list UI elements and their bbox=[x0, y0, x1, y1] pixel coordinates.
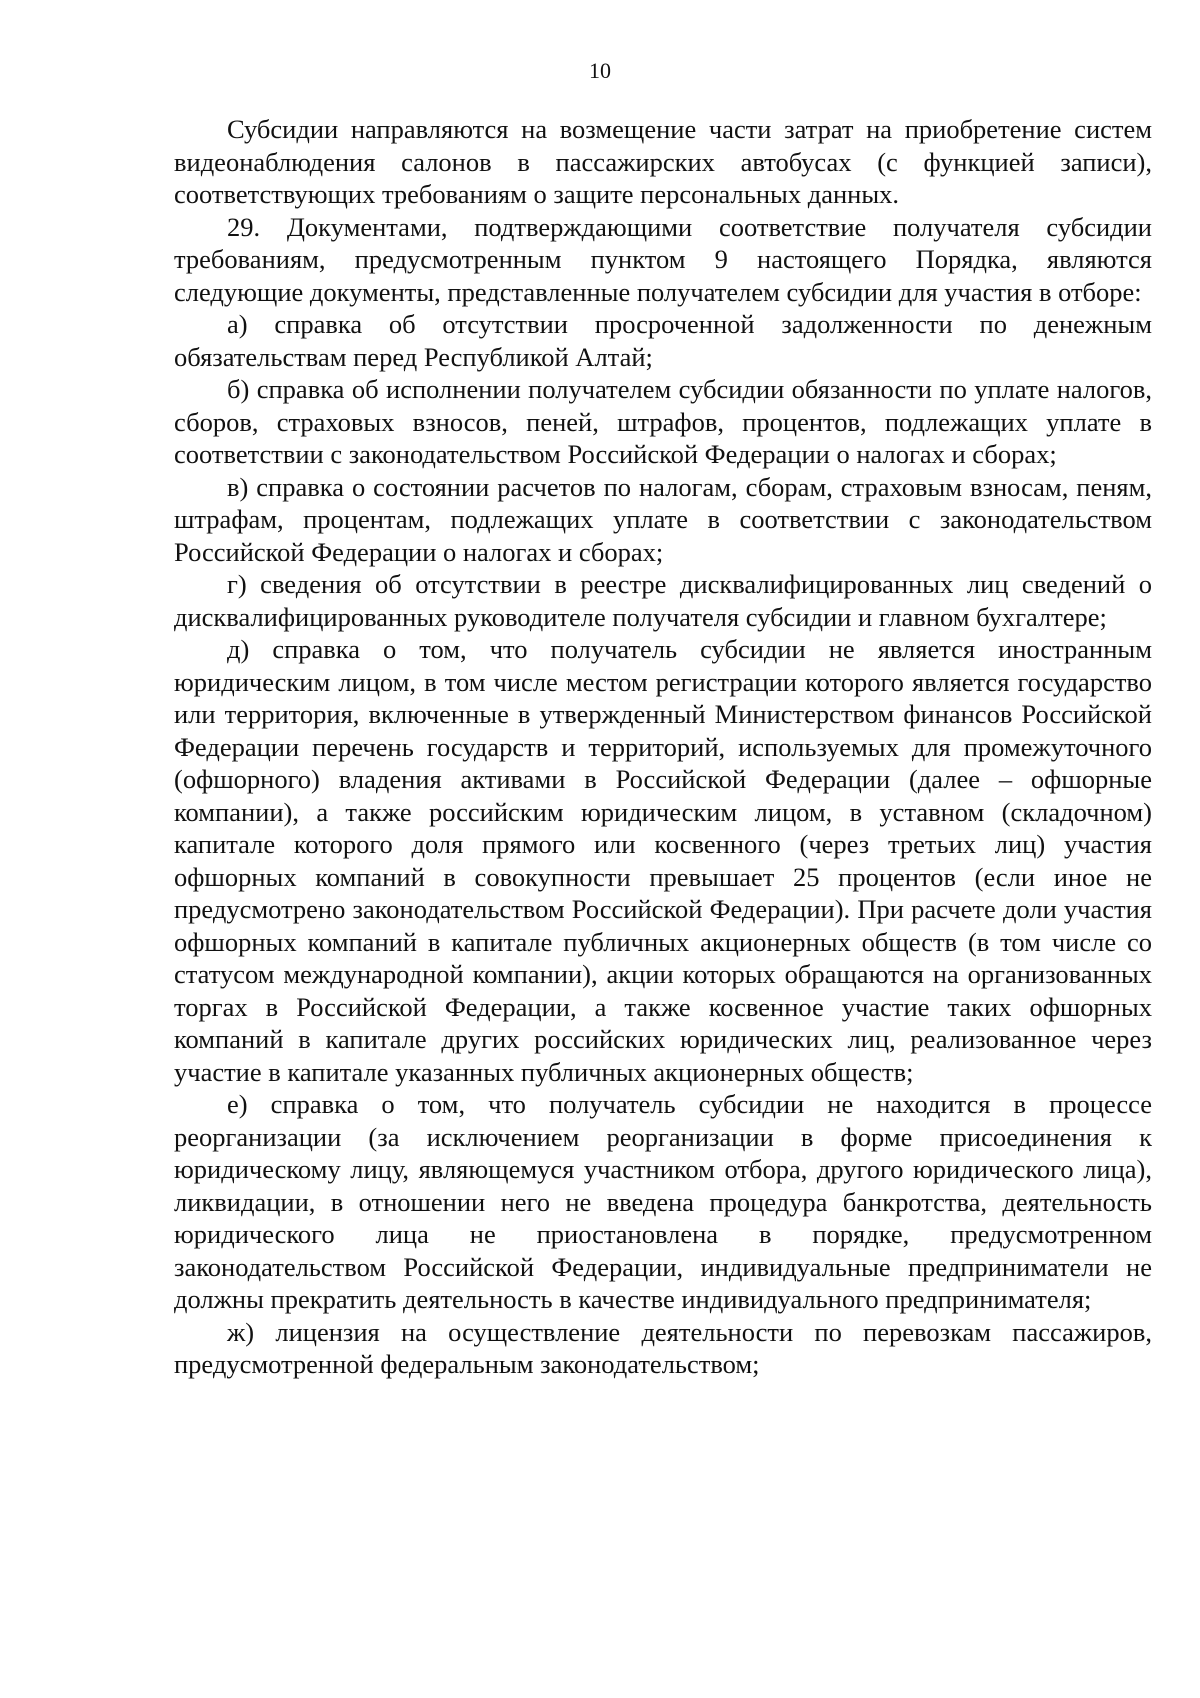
page-number: 10 bbox=[589, 58, 611, 83]
list-item-e: е) справка о том, что получатель субсидии не находится в процессе реорганизации (за исключением реорганизации в форме присоединения к юридическому лицу, являющемуся участником отбора, другого юридического лица), ликвидации, в отношении него не введена процедура банкротства, деятельность юридического лица не приостановлена в порядке, предусмотренном законодательством Российской Федерации, индивидуальные предприниматели не должны прекратить деятельность в качестве индивидуального предпринимателя; bbox=[174, 1089, 1152, 1314]
document-body bbox=[174, 113, 1152, 1381]
paragraph-subsidy-purpose: Субсидии направляются на возмещение части затрат на приобретение систем видеонаблюдения салонов в пассажирских автобусах (с функцией записи), соответствующих требованиям о защите персональных данных. bbox=[174, 114, 1152, 209]
list-item-g: г) сведения об отсутствии в реестре дисквалифицированных лиц сведений о дисквалифицированных руководителе получателя субсидии и главном бухгалтере; bbox=[174, 569, 1152, 632]
list-item-d: д) справка о том, что получатель субсидии не является иностранным юридическим лицом, в том числе местом регистрации которого является государство или территория, включенные в утвержденный Министерством финансов Российской Федерации перечень государств и территорий, используемых для промежуточного (офшорного) владения активами в Российской Федерации (далее – офшорные компании), а также российским юридическим лицом, в уставном (складочном) капитале которого доля прямого или косвенного (через третьих лиц) участия офшорных компаний в совокупности превышает 25 процентов (если иное не предусмотрено законодательством Российской Федерации). При расчете доли участия офшорных компаний в капитале публичных акционерных обществ (в том числе со статусом международной компании), акции которых обращаются на организованных торгах в Российской Федерации, а также косвенное участие таких офшорных компаний в капитале других российских юридических лиц, реализованное через участие в капитале указанных публичных акционерных обществ; bbox=[174, 634, 1152, 1087]
list-item-a: а) справка об отсутствии просроченной задолженности по денежным обязательствам перед Республикой Алтай; bbox=[174, 309, 1152, 372]
list-item-b: б) справка об исполнении получателем субсидии обязанности по уплате налогов, сборов, страховых взносов, пеней, штрафов, процентов, подлежащих уплате в соответствии с законодательством Российской Федерации о налогах и сборах; bbox=[174, 374, 1152, 469]
list-item-zh: ж) лицензия на осуществление деятельности по перевозкам пассажиров, предусмотренной федеральным законодательством; bbox=[174, 1316, 1152, 1379]
paragraph-29-documents: 29. Документами, подтверждающими соответствие получателя субсидии требованиям, предусмотренным пунктом 9 настоящего Порядка, являются следующие документы, представленные получателем субсидии для участия в отборе: bbox=[174, 211, 1152, 307]
list-item-v: в) справка о состоянии расчетов по налогам, сборам, страховым взносам, пеням, штрафам, процентам, подлежащих уплате в соответствии с законодательством Российской Федерации о налогах и сборах; bbox=[174, 471, 1152, 567]
